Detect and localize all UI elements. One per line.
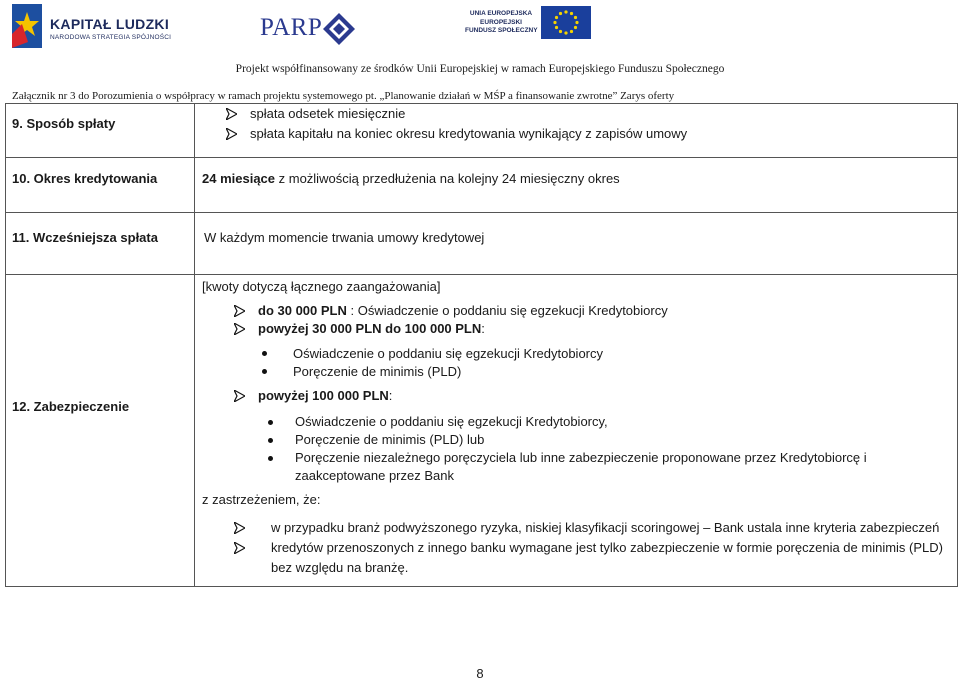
row-12-label: 12. Zabezpieczenie [12,399,130,414]
tier-3-item-1: Oświadczenie o poddaniu się egzekucji Kredytobiorcy, [295,414,608,429]
attachment-line: Załącznik nr 3 do Porozumienia o współpracy w ramach projektu systemowego pt. „Planowanie działań w MŚP a finansowanie zwrotne” Zarys oferty [12,90,675,102]
kapital-ludzki-title: KAPITAŁ LUDZKI [50,16,170,32]
bullet-dot-icon [262,369,267,374]
tier-2-line [258,321,485,336]
tier-2-threshold: powyżej 30 000 PLN do 100 000 PLN [258,321,482,336]
arrow-bullet-icon [234,323,245,335]
arrow-bullet-icon [226,128,237,140]
tier-1-requirement: : Oświadczenie o poddaniu się egzekucji Kredytobiorcy [346,303,668,318]
tier-3-threshold: powyżej 100 000 PLN [258,388,389,403]
tier-2-item-2: Poręczenie de minimis (PLD) [293,364,462,379]
eu-line-2: EUROPEJSKI [480,19,522,26]
row-divider-9-10 [5,157,958,158]
tier-2-item-1: Oświadczenie o poddaniu się egzekucji Kredytobiorcy [293,346,604,361]
parp-emblem-icon [322,12,356,46]
eu-flag-icon [541,6,591,39]
row-9-item-1: spłata odsetek miesięcznie [250,106,406,121]
bullet-dot-icon [262,351,267,356]
project-cofinancing-line: Projekt współfinansowany ze środków Unii Europejskiej w ramach Europejskiego Funduszu Społecznego [235,63,725,75]
parp-wordmark: PARP [260,14,323,41]
bullet-dot-icon [268,456,273,461]
tier-1-line [258,303,668,318]
eu-line-3: FUNDUSZ SPOŁECZNY [465,27,538,34]
condition-2-cont: bez względu na branżę. [271,560,409,575]
arrow-bullet-icon [234,390,245,402]
bullet-dot-icon [268,438,273,443]
row-divider-10-11 [5,212,958,213]
tier-2-colon: : [481,321,485,336]
tier-3-line [258,388,392,403]
reservation-intro: z zastrzeżeniem, że: [202,492,321,507]
arrow-bullet-icon [234,542,245,554]
row-10-value [202,171,620,186]
tier-3-item-2: Poręczenie de minimis (PLD) lub [295,432,485,447]
table-left-border [5,103,6,587]
condition-1: w przypadku branż podwyższonego ryzyka, niskiej klasyfikacji scoringowej – Bank ustala inne kryteria zabezpieczeń [271,520,940,535]
tier-3-item-3: Poręczenie niezależnego poręczyciela lub inne zabezpieczenie proponowane przez Kredytobiorcę i [295,450,867,465]
row-9-label: 9. Sposób spłaty [12,116,116,131]
tier-1-threshold: do 30 000 PLN [258,303,347,318]
table-top-border [5,103,958,104]
row-10-label: 10. Okres kredytowania [12,171,158,186]
row-11-label: 11. Wcześniejsza spłata [12,230,158,245]
condition-2: kredytów przenoszonych z innego banku wymagane jest tylko zabezpieczenie w formie poręczenia de minimis (PLD) [271,540,943,555]
column-divider [194,103,195,587]
eu-logo [465,6,595,42]
kapital-ludzki-emblem-icon [8,4,46,48]
row-10-value-rest: z możliwością przedłużenia na kolejny 24 miesięczny okres [275,171,620,186]
row-10-value-bold: 24 miesiące [202,171,276,186]
tier-3-item-3-cont: zaakceptowane przez Bank [295,468,454,483]
table-right-border [957,103,958,587]
arrow-bullet-icon [234,522,245,534]
row-12-intro: [kwoty dotyczą łącznego zaangażowania] [202,279,441,294]
parp-logo [260,8,360,48]
arrow-bullet-icon [234,305,245,317]
arrow-bullet-icon [226,108,237,120]
row-divider-11-12 [5,274,958,275]
kapital-ludzki-logo [8,4,172,48]
table-bottom-border [5,586,958,587]
tier-3-colon: : [388,388,393,403]
row-11-value: W każdym momencie trwania umowy kredytowej [204,230,485,245]
bullet-dot-icon [268,420,273,425]
kapital-ludzki-subtitle: NARODOWA STRATEGIA SPÓJNOŚCI [50,34,172,41]
row-9-item-2: spłata kapitału na koniec okresu kredytowania wynikający z zapisów umowy [250,126,688,141]
eu-line-1: UNIA EUROPEJSKA [469,10,533,17]
page-number: 8 [476,666,484,681]
